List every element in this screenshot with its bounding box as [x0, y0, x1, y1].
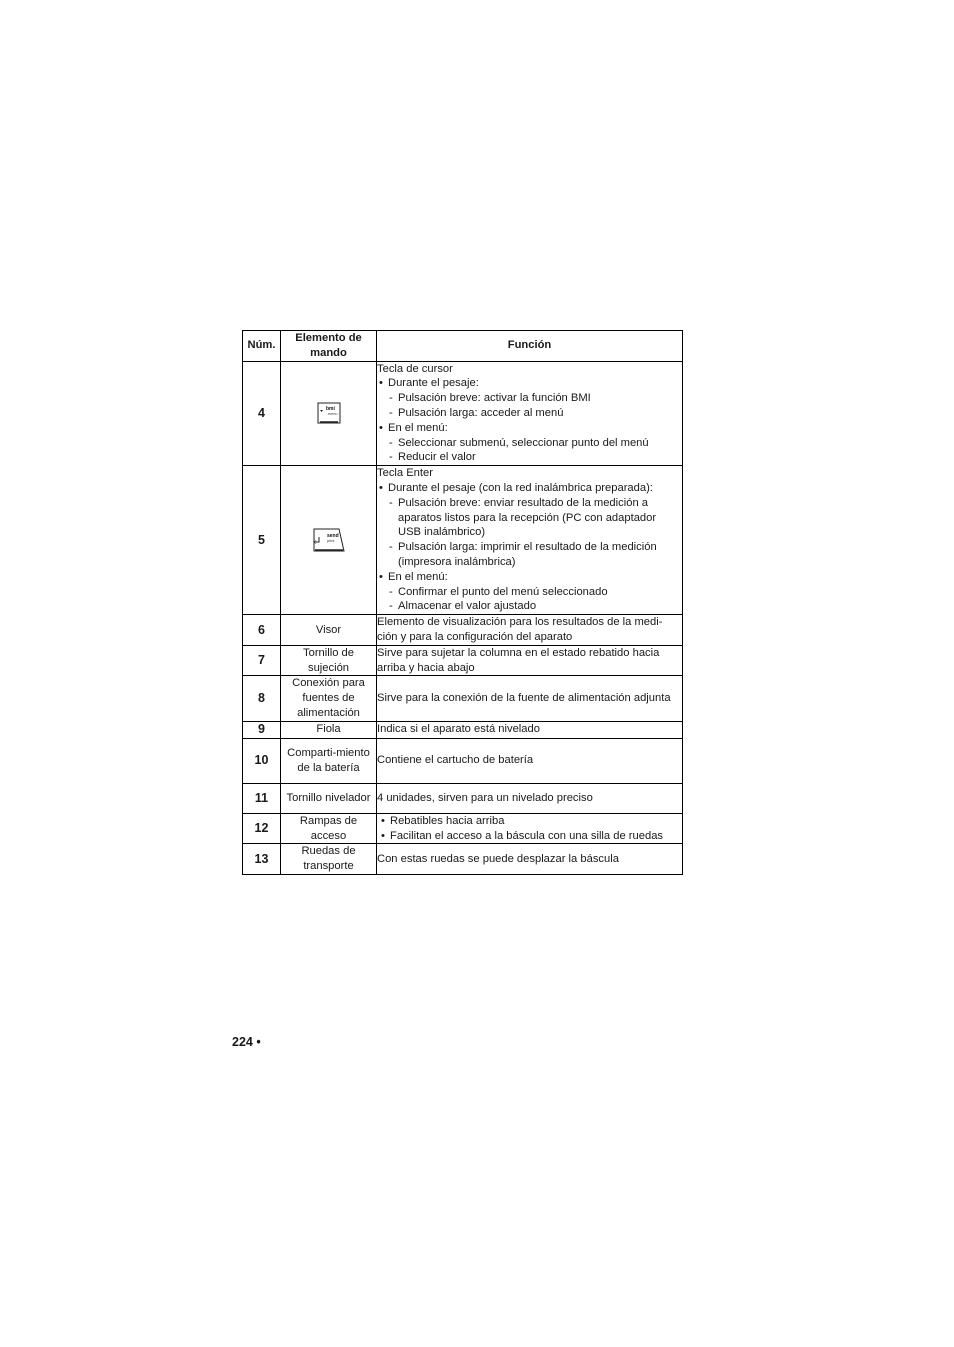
controls-table: [242, 330, 683, 875]
function-cell: [377, 361, 683, 466]
function-title: Tecla de cursor: [377, 362, 453, 375]
table-row: [243, 813, 683, 844]
page-number: 224 •: [232, 1035, 261, 1049]
row-number: 4: [243, 361, 281, 466]
element-name: Visor: [281, 615, 377, 646]
row-number: 9: [243, 721, 281, 738]
function-title: Tecla Enter: [377, 467, 433, 480]
bullet-item: • En el menú:: [377, 570, 682, 585]
header-func: Función: [377, 331, 683, 362]
dash-item: - Pulsación larga: acceder al menú: [377, 406, 682, 421]
row-number: 7: [243, 645, 281, 676]
row-number: 11: [243, 783, 281, 813]
key-label-top: bmi: [325, 406, 335, 413]
bullet-item: • Durante el pesaje:: [377, 376, 682, 391]
key-label-bottom: print: [326, 539, 334, 544]
send-print-enter-key-icon: [313, 528, 345, 552]
table-row: [243, 676, 683, 721]
row-number: 13: [243, 844, 281, 875]
row-number: 10: [243, 738, 281, 783]
dash-item: - Pulsación breve: enviar resultado de la medición a aparatos listos para la recepción (PC con adaptador USB inalámbrico): [377, 496, 682, 540]
dash-item: - Pulsación larga: imprimir el resultado de la medición (impresora inalámbrica): [377, 540, 682, 570]
element-name: Tornillo de sujeción: [281, 645, 377, 676]
table-row: [243, 721, 683, 738]
bullet-item: • Facilitan el acceso a la báscula con una silla de ruedas: [379, 829, 682, 844]
function-text: Con estas ruedas se puede desplazar la báscula: [377, 844, 683, 875]
element-name: Tornillo nivelador: [281, 783, 377, 813]
element-name: Conexión para fuentes de alimentación: [281, 676, 377, 721]
dash-item: - Almacenar el valor ajustado: [377, 599, 682, 614]
function-cell: [377, 813, 683, 844]
header-num: Núm.: [243, 331, 281, 362]
element-name: Comparti-miento de la batería: [281, 738, 377, 783]
row-number: 6: [243, 615, 281, 646]
function-text: Sirve para sujetar la columna en el estado rebatido hacia arriba y hacia abajo: [377, 645, 683, 676]
function-text: 4 unidades, sirven para un nivelado preciso: [377, 783, 683, 813]
element-cell: [281, 466, 377, 615]
table-header-row: [243, 331, 683, 362]
row-number: 12: [243, 813, 281, 844]
bullet-item: • Rebatibles hacia arriba: [379, 814, 682, 829]
function-cell: [377, 466, 683, 615]
row-number: 8: [243, 676, 281, 721]
function-text: Contiene el cartucho de batería: [377, 738, 683, 783]
table-row: [243, 645, 683, 676]
function-text: Indica si el aparato está nivelado: [377, 721, 683, 738]
bullet-item: • En el menú:: [377, 421, 682, 436]
dash-item: - Confirmar el punto del menú seleccionado: [377, 585, 682, 600]
bullet-item: • Durante el pesaje (con la red inalámbrica preparada):: [377, 481, 682, 496]
function-text: Sirve para la conexión de la fuente de alimentación adjunta: [377, 676, 683, 721]
element-name: Rampas de acceso: [281, 813, 377, 844]
element-name: Fiola: [281, 721, 377, 738]
dash-item: - Seleccionar submenú, seleccionar punto del menú: [377, 436, 682, 451]
table-row: [243, 738, 683, 783]
table-row: [243, 466, 683, 615]
dash-item: - Reducir el valor: [377, 450, 682, 465]
dash-item: - Pulsación breve: activar la función BMI: [377, 391, 682, 406]
table-row: [243, 361, 683, 466]
key-label-bottom: menu: [327, 412, 337, 417]
table-row: [243, 783, 683, 813]
bmi-menu-down-key-icon: [317, 402, 341, 424]
function-text: Elemento de visualización para los resultados de la medi-ción y para la configuración del aparato: [377, 615, 683, 646]
element-name: Ruedas de transporte: [281, 844, 377, 875]
header-elem: Elemento de mando: [281, 331, 377, 362]
element-cell: [281, 361, 377, 466]
table-row: [243, 615, 683, 646]
key-label-top: send: [326, 533, 339, 540]
row-number: 5: [243, 466, 281, 615]
table-row: [243, 844, 683, 875]
